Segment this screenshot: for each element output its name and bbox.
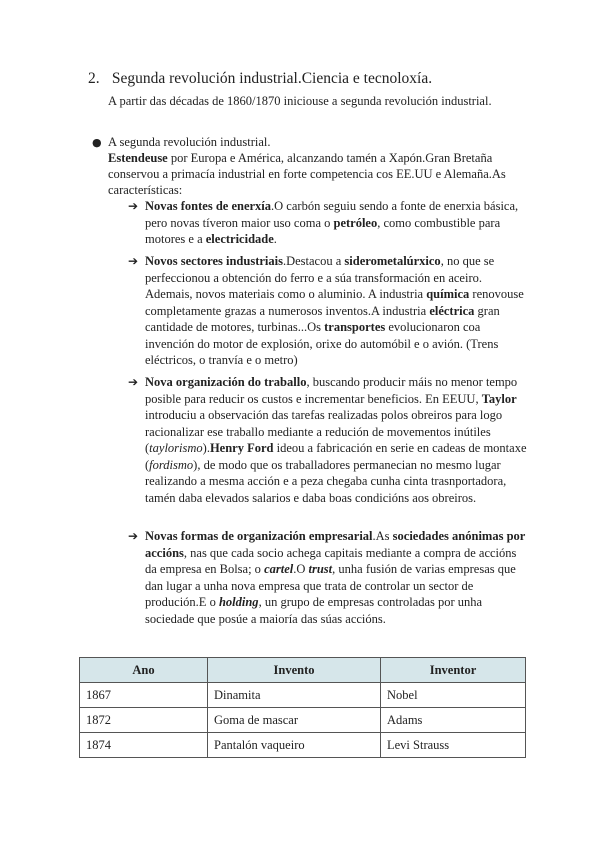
body-text: , nas que cada socio achega capitais mediante a compra de accións da empresa en Bolsa; o bbox=[145, 545, 517, 576]
bold-text: Novas formas de organización empresarial bbox=[145, 529, 373, 543]
bold-text: Nova organización do traballo bbox=[145, 375, 307, 389]
arrow-icon: ➔ bbox=[128, 375, 139, 389]
body-text: . bbox=[273, 232, 277, 246]
table-cell: 1874 bbox=[80, 733, 208, 758]
body-text: .Destacou a bbox=[282, 254, 345, 268]
body-text: .O carbón seguiu sendo a fonte de enerxia básica, pero novas tíveron maior uso coma o bbox=[145, 199, 519, 230]
table-cell: Goma de mascar bbox=[208, 708, 381, 733]
bold-text: Henry Ford bbox=[209, 441, 274, 455]
bullet-title: A segunda revolución industrial. bbox=[108, 135, 271, 149]
bold-italic-inner: holding bbox=[218, 595, 259, 609]
bold-text: petróleo bbox=[333, 215, 378, 230]
italic-text: taylorismo bbox=[149, 441, 203, 455]
bold-text: siderometalúrxico bbox=[344, 254, 441, 268]
body-text: .As bbox=[372, 529, 393, 543]
body-text: , unha fusión de varias empresas que dan lugar a unha nova empresa que trata de controlar un sector de produción.E o bbox=[145, 562, 516, 609]
bold-text: Taylor bbox=[481, 391, 517, 406]
bullet-icon: ● bbox=[92, 136, 102, 149]
body-text: ideou a fabricación en serie en cadeas de montaxe ( bbox=[145, 441, 527, 472]
section-intro: A partir das décadas de 1860/1870 iniciouse a segunda revolución industrial. bbox=[108, 94, 492, 108]
column-header-ano: Ano bbox=[80, 658, 208, 683]
body-text: renovouse completamente grazas a numerosos inventos.A industria bbox=[145, 287, 524, 318]
bold-italic-inner: trust bbox=[308, 562, 333, 576]
bold-text: transportes bbox=[324, 320, 386, 334]
table-cell: Dinamita bbox=[208, 683, 381, 708]
bold-text: química bbox=[426, 287, 470, 301]
bold-text: Novas fontes de enerxía bbox=[145, 199, 272, 213]
table-row bbox=[80, 733, 526, 758]
table-header-row bbox=[80, 658, 526, 683]
arrow-icon: ➔ bbox=[128, 254, 139, 268]
table-cell: 1872 bbox=[80, 708, 208, 733]
bold-italic-text bbox=[219, 595, 259, 609]
body-text: , como combustible para motores e a bbox=[145, 215, 501, 246]
body-text: introduciu a observación das tarefas realizadas polos obreiros para logo racionalizar ese traballo mediante a redución de movementos inútiles ( bbox=[145, 408, 503, 455]
column-header-invento: Invento bbox=[208, 658, 381, 683]
section-title: Segunda revolución industrial.Ciencia e tecnoloxía. bbox=[111, 70, 433, 87]
bold-text: Estendeuse bbox=[108, 151, 168, 165]
bold-text: Novos sectores industriais bbox=[145, 254, 283, 268]
arrow-icon: ➔ bbox=[128, 529, 139, 543]
inventions-table bbox=[79, 657, 526, 758]
body-text: , no que se perfeccionou a obtención do ferro e a súa transformación en aceiro. Ademais, novos materiais como o aluminio. A industria bbox=[145, 254, 495, 301]
list-item bbox=[145, 253, 530, 369]
bullet-paragraph bbox=[108, 134, 538, 198]
bold-text: electricidade bbox=[205, 232, 274, 246]
body-text: , buscando producir máis no menor tempo posible para reducir os custos e incrementar beneficios. En EEUU, bbox=[145, 375, 518, 406]
list-item bbox=[145, 198, 530, 248]
body-text: ), de modo que os traballadores permanecian no mesmo lugar realizando a mesma acción e a peza chegaba cunha cinta trasnportadora, tamén daba elevados salarios e daba boas condicións aos obreiros. bbox=[145, 457, 507, 505]
body-text: evolucionaron coa invención do motor de explosión, orixe do automóbil e o avión. (Trens eléctricos, o tranvía e o metro) bbox=[145, 320, 499, 367]
list-item bbox=[145, 374, 530, 506]
table-cell: Nobel bbox=[381, 683, 526, 708]
bold-text: sociedades anónimas por accións bbox=[145, 529, 526, 560]
body-text: .O bbox=[293, 562, 309, 576]
table-row bbox=[80, 708, 526, 733]
body-text: gran cantidade de motores, turbinas...Os bbox=[145, 303, 500, 334]
bold-italic-text bbox=[309, 562, 333, 576]
section-number: 2. bbox=[88, 70, 100, 87]
table-cell: 1867 bbox=[80, 683, 208, 708]
arrow-icon: ➔ bbox=[128, 199, 139, 213]
column-header-inventor: Inventor bbox=[381, 658, 526, 683]
table-cell: Levi Strauss bbox=[381, 733, 526, 758]
table-cell: Adams bbox=[381, 708, 526, 733]
body-text: , un grupo de empresas controladas por unha sociedade que posúe a maioría das súas accións. bbox=[145, 595, 483, 626]
bullet-body bbox=[108, 150, 538, 198]
bold-text: eléctrica bbox=[429, 303, 475, 318]
bold-italic-text bbox=[264, 562, 293, 576]
bold-italic-inner: cartel bbox=[264, 562, 294, 576]
body-text: ). bbox=[202, 441, 210, 455]
body-text: por Europa e América, alcanzando tamén a Xapón.Gran Bretaña conservou a primacía industrial en forte competencia cos EE.UU e Alemaña.As características: bbox=[108, 151, 506, 197]
italic-text: fordismo bbox=[149, 457, 194, 472]
section-heading bbox=[88, 70, 432, 88]
table-row bbox=[80, 683, 526, 708]
table-cell: Pantalón vaqueiro bbox=[208, 733, 381, 758]
list-item bbox=[145, 528, 530, 627]
